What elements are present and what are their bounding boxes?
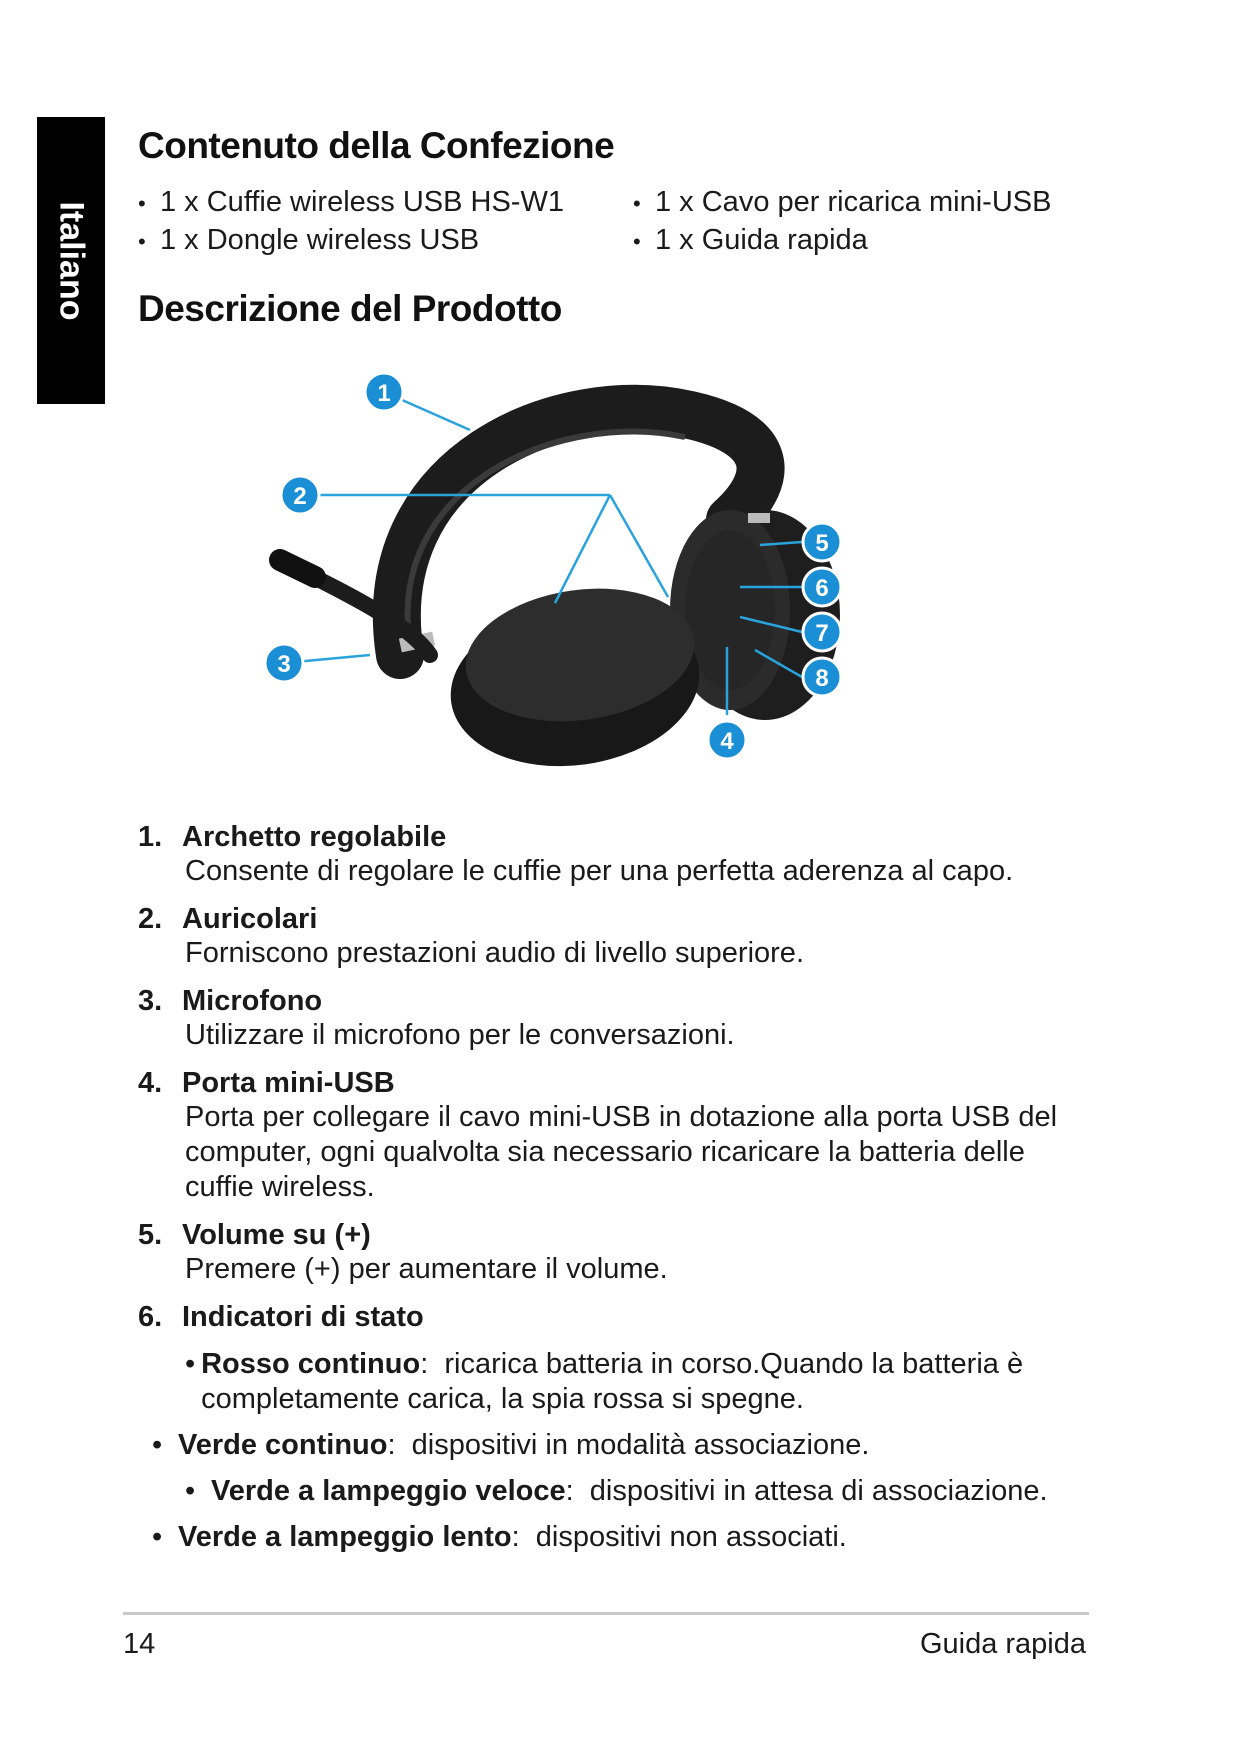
list-item: 2. Auricolari Forniscono prestazioni audio di livello superiore. [138,902,1088,971]
item-title: Porta mini-USB [182,1067,395,1099]
svg-text:8: 8 [815,665,829,692]
footer-divider [123,1612,1089,1615]
item-title: Indicatori di stato [182,1301,424,1333]
list-item: 6. Indicatori di stato [138,1301,424,1333]
list-item: 4. Porta mini-USB Porta per collegare il cavo mini-USB in dotazione alla porta USB del computer, ogni qualvolta sia necessario ricaricare la batteria delle cuffie wireless. [138,1066,1088,1205]
item-text: Porta per collegare il cavo mini-USB in dotazione alla porta USB del computer, ogni qualvolta sia necessario ricaricare la batteria delle cuffie wireless. [185,1101,1058,1203]
list-item: 1. Archetto regolabile Consente di regolare le cuffie per una perfetta aderenza al capo. [138,820,1088,889]
callout-1 [365,373,403,411]
callout-5 [803,523,841,561]
item-text: Consente di regolare le cuffie per una perfetta aderenza al capo. [185,855,1014,887]
svg-text:2: 2 [293,483,307,510]
headset-illustration [260,355,950,775]
svg-text:4: 4 [720,728,734,755]
list-item: 3. Microfono Utilizzare il microfono per le conversazioni. [138,984,1088,1053]
list-item: • 1 x Guida rapida [633,224,868,256]
contents-title: Contenuto della Confezione [138,125,615,166]
item-title: Microfono [182,985,323,1017]
contents-list [138,185,1078,259]
callout-7 [803,613,841,651]
status-indicator: • Verde a lampeggio veloce: dispositivi in attesa di associazione. [185,1475,1048,1507]
item-text: Utilizzare il microfono per le conversazioni. [185,1019,735,1051]
status-indicator-list [138,1347,1088,1555]
list-item: • 1 x Cavo per ricarica mini-USB [633,186,1052,218]
item-text: Premere (+) per aumentare il volume. [185,1253,668,1285]
status-indicator: • Verde continuo: dispositivi in modalità associazione. [152,1429,870,1461]
svg-text:5: 5 [815,530,829,557]
status-indicator: • Rosso continuo: ricarica batteria in corso.Quando la batteria è completamente carica, la spia rossa si spegne. [185,1348,1024,1415]
callout-6 [803,568,841,606]
item-title: Archetto regolabile [182,821,447,853]
description-title: Descrizione del Prodotto [138,288,562,329]
svg-text:6: 6 [815,575,829,602]
svg-text:7: 7 [815,620,829,647]
list-item: 5. Volume su (+) Premere (+) per aumentare il volume. [138,1218,1088,1287]
status-indicator: • Verde a lampeggio lento: dispositivi non associati. [152,1521,847,1553]
svg-text:1: 1 [377,380,391,407]
page-number: 14 [123,1628,156,1660]
callout-3 [265,644,303,682]
description-list [138,820,1088,1566]
item-title: Auricolari [182,903,318,935]
item-title: Volume su (+) [182,1219,371,1251]
callout-4 [708,721,746,759]
list-item: • 1 x Dongle wireless USB [138,224,480,256]
callout-8 [803,658,841,696]
language-tab [37,117,105,404]
svg-text:3: 3 [277,651,291,678]
list-item: • 1 x Cuffie wireless USB HS-W1 [138,186,564,218]
language-tab-label: Italiano [52,200,91,321]
item-text: Forniscono prestazioni audio di livello superiore. [185,937,804,969]
document-title: Guida rapida [919,1628,1086,1660]
callout-2 [281,476,319,514]
